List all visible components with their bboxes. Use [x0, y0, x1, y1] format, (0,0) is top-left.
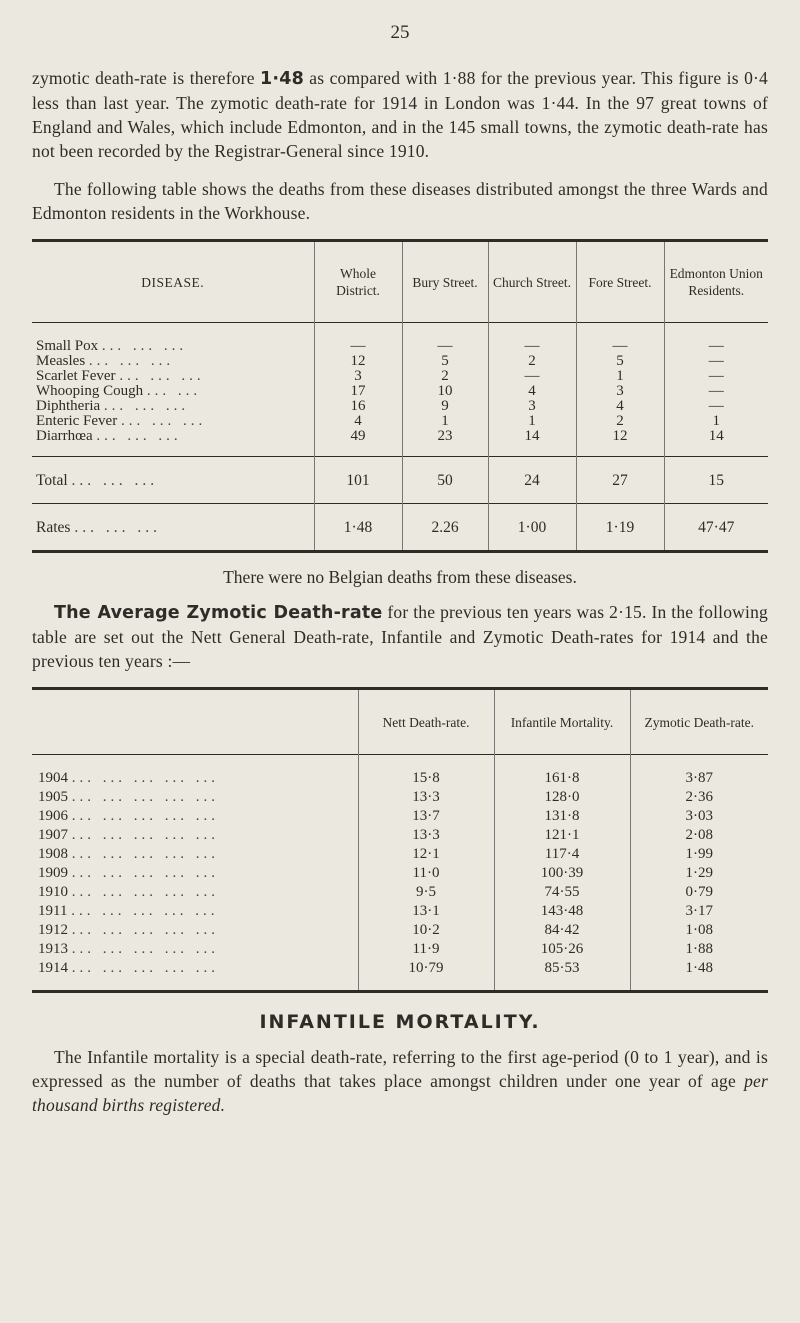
table-cell: 1: [488, 414, 576, 429]
row-label-text: 1906: [38, 808, 68, 824]
table-cell: 105·26: [494, 940, 630, 959]
leader-dots: ... ... ...: [103, 398, 190, 414]
table-cell: 131·8: [494, 807, 630, 826]
table-cell: 12: [576, 429, 664, 444]
table-cell: 3: [314, 369, 402, 384]
table-cell: 100·39: [494, 864, 630, 883]
row-label: [32, 959, 358, 978]
table-cell: 121·1: [494, 826, 630, 845]
row-label: [32, 354, 314, 369]
table-row: [32, 921, 768, 940]
paragraph-table-intro: The following table shows the deaths from these diseases distributed amongst the three Wards and Edmonton residents in the Workhouse.: [32, 179, 768, 223]
row-label-text: Small Pox: [36, 338, 99, 354]
document-page: [32, 0, 768, 1117]
row-label: [32, 921, 358, 940]
row-label-text: Scarlet Fever: [36, 368, 116, 384]
table-cell: 49: [314, 429, 402, 444]
table-cell: 5: [576, 354, 664, 369]
table-cell: 2·36: [630, 788, 768, 807]
table-cell: 14: [488, 429, 576, 444]
row-label: [32, 807, 358, 826]
header-year: [32, 689, 358, 755]
header-whole-district: Whole District.: [314, 241, 402, 323]
row-label-text: Enteric Fever: [36, 413, 118, 429]
row-label-text: 1907: [38, 827, 68, 843]
row-label-text: 1908: [38, 846, 68, 862]
table-cell: 161·8: [494, 769, 630, 788]
table-row: [32, 940, 768, 959]
table-cell: —: [664, 354, 768, 369]
table-cell: 27: [576, 457, 664, 504]
leader-dots: ... ... ... ... ...: [71, 770, 219, 786]
leader-dots: ... ... ... ... ...: [71, 922, 219, 938]
table-cell: 14: [664, 429, 768, 444]
belgian-deaths-note: There were no Belgian deaths from these diseases.: [223, 567, 577, 587]
para3-text-after: for the previous ten years was 2·15. In the following table are set out the Nett General Death-rate, Infantile and Zymotic Death-rates for 1914 and the previous ten years :—: [32, 602, 768, 671]
table-cell: 84·42: [494, 921, 630, 940]
leader-dots: ... ... ... ... ...: [71, 960, 219, 976]
table-row: [32, 902, 768, 921]
table-row: [32, 339, 768, 354]
leader-dots: ... ... ... ... ...: [71, 884, 219, 900]
row-label: [32, 883, 358, 902]
table-row: [32, 429, 768, 444]
table-cell: 1·88: [630, 940, 768, 959]
row-label-text: 1909: [38, 865, 68, 881]
table-cell: 13·7: [358, 807, 494, 826]
table-cell: 3·17: [630, 902, 768, 921]
table-cell: 1: [402, 414, 488, 429]
row-label-text: Whooping Cough: [36, 383, 144, 399]
table-cell: 23: [402, 429, 488, 444]
header-edmonton-union: Edmonton Union Residents.: [664, 241, 768, 323]
para1-text-after: as compared with 1·88 for the previous year. This figure is 0·4 less than last year. The zymotic death-rate for 1914 in London was 1·44. In the 97 great towns of England and Wales, which include Edmonton, and in the 145 small towns, the zymotic death-rate has not been recorded by the Registrar-General since 1910.: [32, 68, 768, 161]
row-label: [32, 369, 314, 384]
row-label: [32, 339, 314, 354]
table-cell: 12: [314, 354, 402, 369]
table-cell: 16: [314, 399, 402, 414]
row-label-text: 1913: [38, 941, 68, 957]
table-cell: 10·79: [358, 959, 494, 978]
table-cell: 10·2: [358, 921, 494, 940]
row-label: [32, 384, 314, 399]
table-cell: 2: [402, 369, 488, 384]
table-cell: —: [664, 339, 768, 354]
table-row: [32, 883, 768, 902]
table-cell: 12·1: [358, 845, 494, 864]
table-cell: 17: [314, 384, 402, 399]
page-number: 25: [390, 22, 410, 43]
table-cell: 1·00: [488, 504, 576, 552]
rates-table-header-row: [32, 689, 768, 755]
row-label: [32, 826, 358, 845]
para1-bold-rate: 1·48: [259, 69, 304, 89]
row-label: [32, 399, 314, 414]
table-cell: 128·0: [494, 788, 630, 807]
row-label: [32, 504, 314, 552]
row-label: [32, 788, 358, 807]
table-cell: 2: [576, 414, 664, 429]
row-label: [32, 845, 358, 864]
table-cell: —: [402, 339, 488, 354]
row-label-text: 1914: [38, 960, 68, 976]
paragraph-zymotic-rate: [32, 66, 768, 163]
table-row: [32, 414, 768, 429]
row-label-text: Measles: [36, 353, 86, 369]
leader-dots: ... ... ... ... ...: [71, 789, 219, 805]
table-cell: 1·48: [314, 504, 402, 552]
rates-row: [32, 504, 768, 552]
table-cell: 0·79: [630, 883, 768, 902]
table-cell: 74·55: [494, 883, 630, 902]
section-heading-infantile-mortality: INFANTILE MORTALITY.: [259, 1011, 541, 1033]
table-cell: 1·48: [630, 959, 768, 978]
header-nett-death-rate: Nett Death-rate.: [358, 689, 494, 755]
table-row: [32, 845, 768, 864]
disease-deaths-table: [32, 239, 768, 553]
leader-dots: ... ... ...: [96, 428, 182, 444]
row-label: [32, 429, 314, 444]
header-infantile-mortality: Infantile Mortality.: [494, 689, 630, 755]
table-cell: 11·9: [358, 940, 494, 959]
para4-text-before: The Infantile mortality is a special death-rate, referring to the first age-period (0 to 1 year), and is expressed as the number of deaths that takes place amongst children under one year of age: [32, 1047, 768, 1091]
table-cell: 13·1: [358, 902, 494, 921]
table-row: [32, 399, 768, 414]
header-fore-street: Fore Street.: [576, 241, 664, 323]
leader-dots: ... ... ... ... ...: [71, 808, 219, 824]
table-cell: 1·19: [576, 504, 664, 552]
table-row: [32, 864, 768, 883]
leader-dots: ... ... ... ... ...: [71, 941, 219, 957]
table-cell: 85·53: [494, 959, 630, 978]
table-cell: 15: [664, 457, 768, 504]
table-row: [32, 384, 768, 399]
table-cell: —: [488, 339, 576, 354]
table-cell: 2: [488, 354, 576, 369]
table-row: [32, 959, 768, 978]
header-church-street: Church Street.: [488, 241, 576, 323]
leader-dots: ... ...: [146, 383, 202, 399]
para1-text-before: zymotic death-rate is therefore: [32, 68, 260, 88]
row-label: [32, 457, 314, 504]
table-cell: 24: [488, 457, 576, 504]
table-cell: 2.26: [402, 504, 488, 552]
table-cell: 9·5: [358, 883, 494, 902]
header-disease: DISEASE.: [141, 274, 205, 290]
header-bury-street: Bury Street.: [402, 241, 488, 323]
row-label: [32, 902, 358, 921]
header-zymotic-death-rate: Zymotic Death-rate.: [630, 689, 768, 755]
death-rates-table: [32, 687, 768, 993]
row-label: [32, 414, 314, 429]
table-row: [32, 769, 768, 788]
leader-dots: ... ... ... ... ...: [71, 865, 219, 881]
table-cell: 3: [576, 384, 664, 399]
table-cell: 1·99: [630, 845, 768, 864]
table-cell: —: [576, 339, 664, 354]
table-cell: 10: [402, 384, 488, 399]
table-cell: 4: [314, 414, 402, 429]
leader-dots: ... ... ...: [71, 471, 159, 489]
disease-table-header-row: [32, 241, 768, 323]
para3-bold-heading: The Average Zymotic Death-rate: [54, 603, 383, 623]
table-cell: 15·8: [358, 769, 494, 788]
table-cell: 11·0: [358, 864, 494, 883]
table-cell: 50: [402, 457, 488, 504]
table-cell: —: [664, 399, 768, 414]
row-label-text: 1910: [38, 884, 68, 900]
table-cell: 3: [488, 399, 576, 414]
table-cell: 5: [402, 354, 488, 369]
table-cell: 143·48: [494, 902, 630, 921]
table-cell: 117·4: [494, 845, 630, 864]
table-cell: 13·3: [358, 826, 494, 845]
table-row: [32, 826, 768, 845]
table-row: [32, 369, 768, 384]
table-cell: 1·29: [630, 864, 768, 883]
table-cell: 101: [314, 457, 402, 504]
table-cell: 4: [576, 399, 664, 414]
row-label: [32, 940, 358, 959]
table-cell: 1: [576, 369, 664, 384]
row-label-text: 1912: [38, 922, 68, 938]
table-cell: 3·87: [630, 769, 768, 788]
row-label-text: 1904: [38, 770, 68, 786]
paragraph-average-zymotic: [32, 600, 768, 673]
table-cell: 47·47: [664, 504, 768, 552]
table-cell: —: [488, 369, 576, 384]
table-cell: —: [314, 339, 402, 354]
table-row: [32, 788, 768, 807]
table-cell: 4: [488, 384, 576, 399]
leader-dots: ... ... ...: [119, 368, 205, 384]
table-cell: 9: [402, 399, 488, 414]
row-label-text: Diphtheria: [36, 398, 101, 414]
table-cell: 3·03: [630, 807, 768, 826]
row-label-text: 1911: [38, 903, 68, 919]
leader-dots: ... ... ...: [88, 353, 175, 369]
table-cell: 1: [664, 414, 768, 429]
total-row: [32, 457, 768, 504]
table-cell: —: [664, 384, 768, 399]
table-cell: 2·08: [630, 826, 768, 845]
row-label-text: Diarrhœa: [36, 428, 93, 444]
row-label: [32, 769, 358, 788]
table-row: [32, 354, 768, 369]
leader-dots: ... ... ... ... ...: [71, 846, 219, 862]
leader-dots: ... ... ...: [120, 413, 207, 429]
row-label: [32, 864, 358, 883]
row-label-text: Rates: [36, 518, 71, 536]
table-cell: 1·08: [630, 921, 768, 940]
leader-dots: ... ... ...: [101, 338, 188, 354]
leader-dots: ... ... ... ... ...: [71, 903, 219, 919]
table-row: [32, 807, 768, 826]
paragraph-infantile-definition: [32, 1045, 768, 1117]
row-label-text: 1905: [38, 789, 68, 805]
table-cell: 13·3: [358, 788, 494, 807]
table-cell: —: [664, 369, 768, 384]
para4-italic-text: per thousand births registered.: [32, 1071, 768, 1115]
leader-dots: ... ... ... ... ...: [71, 827, 219, 843]
leader-dots: ... ... ...: [74, 518, 161, 536]
row-label-text: Total: [36, 471, 68, 489]
